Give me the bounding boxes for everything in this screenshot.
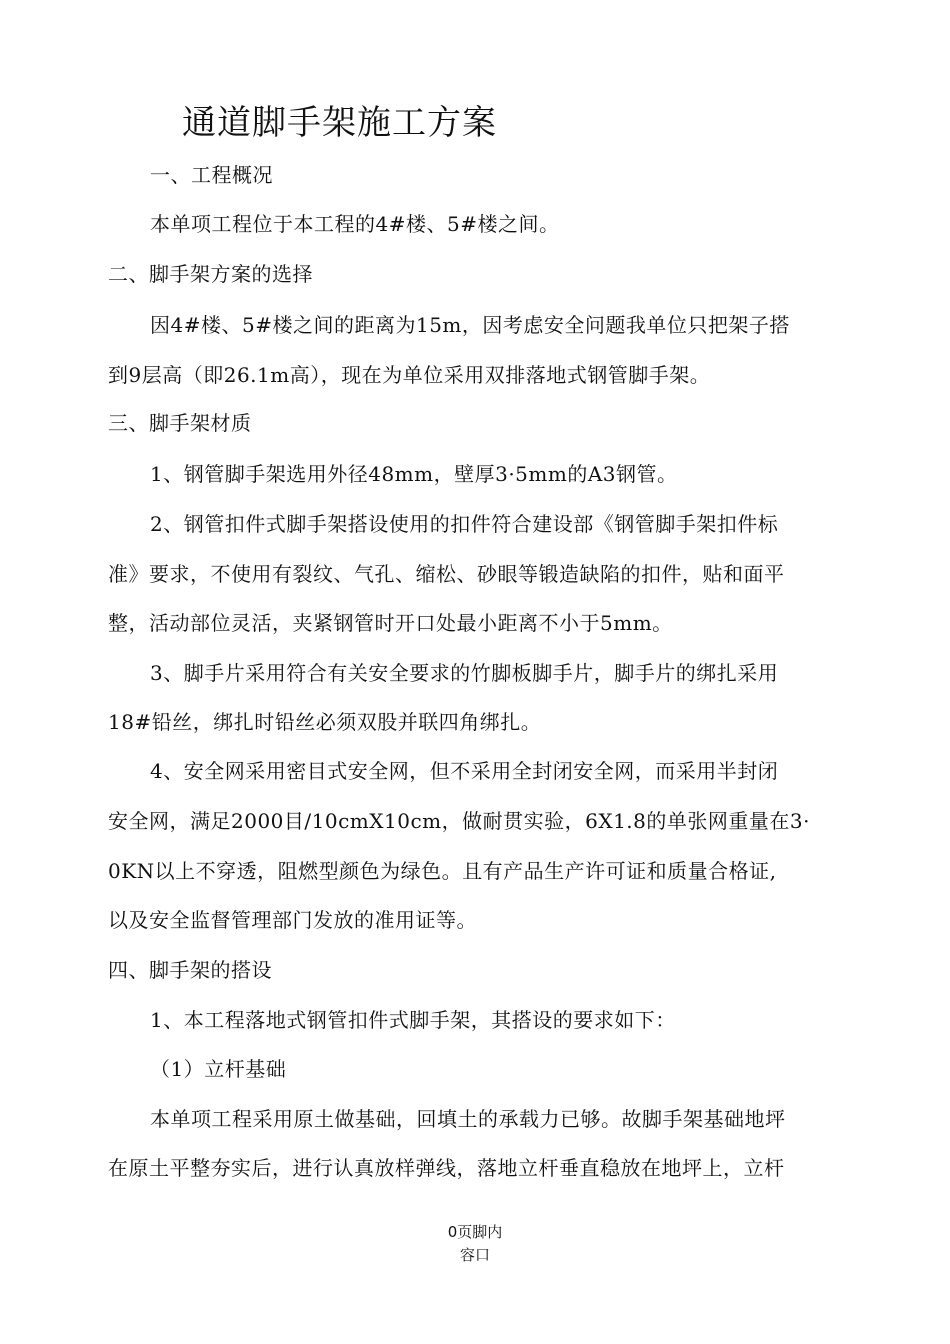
paragraph-line: 安全网，满足2000目/10cmX10cm，做耐贯实验，6X1.8的单张网重量在3· (108, 809, 810, 833)
paragraph-line: 本单项工程位于本工程的4#楼、5#楼之间。 (150, 212, 560, 236)
section-heading-2: 二、脚手架方案的选择 (108, 262, 313, 286)
paragraph-line: 1、钢管脚手架选用外径48mm，壁厚3·5mm的A3钢管。 (150, 462, 678, 486)
paragraph-line: 3、脚手片采用符合有关安全要求的竹脚板脚手片，脚手片的绑扎采用 (150, 661, 779, 685)
paragraph-line: 因4#楼、5#楼之间的距离为15m，因考虑安全问题我单位只把架子搭 (150, 313, 790, 337)
subsection-heading: （1）立杆基础 (150, 1057, 287, 1081)
paragraph-line: 4、安全网采用密目式安全网，但不采用全封闭安全网，而采用半封闭 (150, 759, 779, 783)
document-title: 通道脚手架施工方案 (182, 103, 497, 143)
paragraph-line: 准》要求，不使用有裂纹、气孔、缩松、砂眼等锻造缺陷的扣件，贴和面平 (108, 562, 785, 586)
section-heading-3: 三、脚手架材质 (108, 411, 252, 435)
section-heading-4: 四、脚手架的搭设 (108, 958, 272, 982)
section-heading-1: 一、工程概况 (150, 163, 273, 187)
paragraph-line: 在原土平整夯实后，进行认真放样弹线，落地立杆垂直稳放在地坪上，立杆 (108, 1156, 785, 1180)
paragraph-line: 整，活动部位灵活，夹紧钢管时开口处最小距离不小于5mm。 (108, 611, 673, 635)
paragraph-line: 1、本工程落地式钢管扣件式脚手架，其搭设的要求如下： (150, 1008, 676, 1032)
paragraph-line: 0KN以上不穿透，阻燃型颜色为绿色。且有产品生产许可证和质量合格证, (108, 859, 777, 883)
paragraph-line: 18#铅丝，绑扎时铅丝必须双股并联四角绑扎。 (108, 710, 542, 734)
paragraph-line: 以及安全监督管理部门发放的准用证等。 (108, 908, 477, 932)
paragraph-line: 本单项工程采用原土做基础，回填土的承载力已够。故脚手架基础地坪 (150, 1107, 786, 1131)
paragraph-line: 到9层高（即26.1m高），现在为单位采用双排落地式钢管脚手架。 (108, 363, 711, 387)
paragraph-line: 2、钢管扣件式脚手架搭设使用的扣件符合建设部《钢管脚手架扣件标 (150, 512, 779, 536)
footer-line-1: 0页脚内 (447, 1223, 503, 1241)
footer-line-2: 容口 (459, 1246, 490, 1264)
